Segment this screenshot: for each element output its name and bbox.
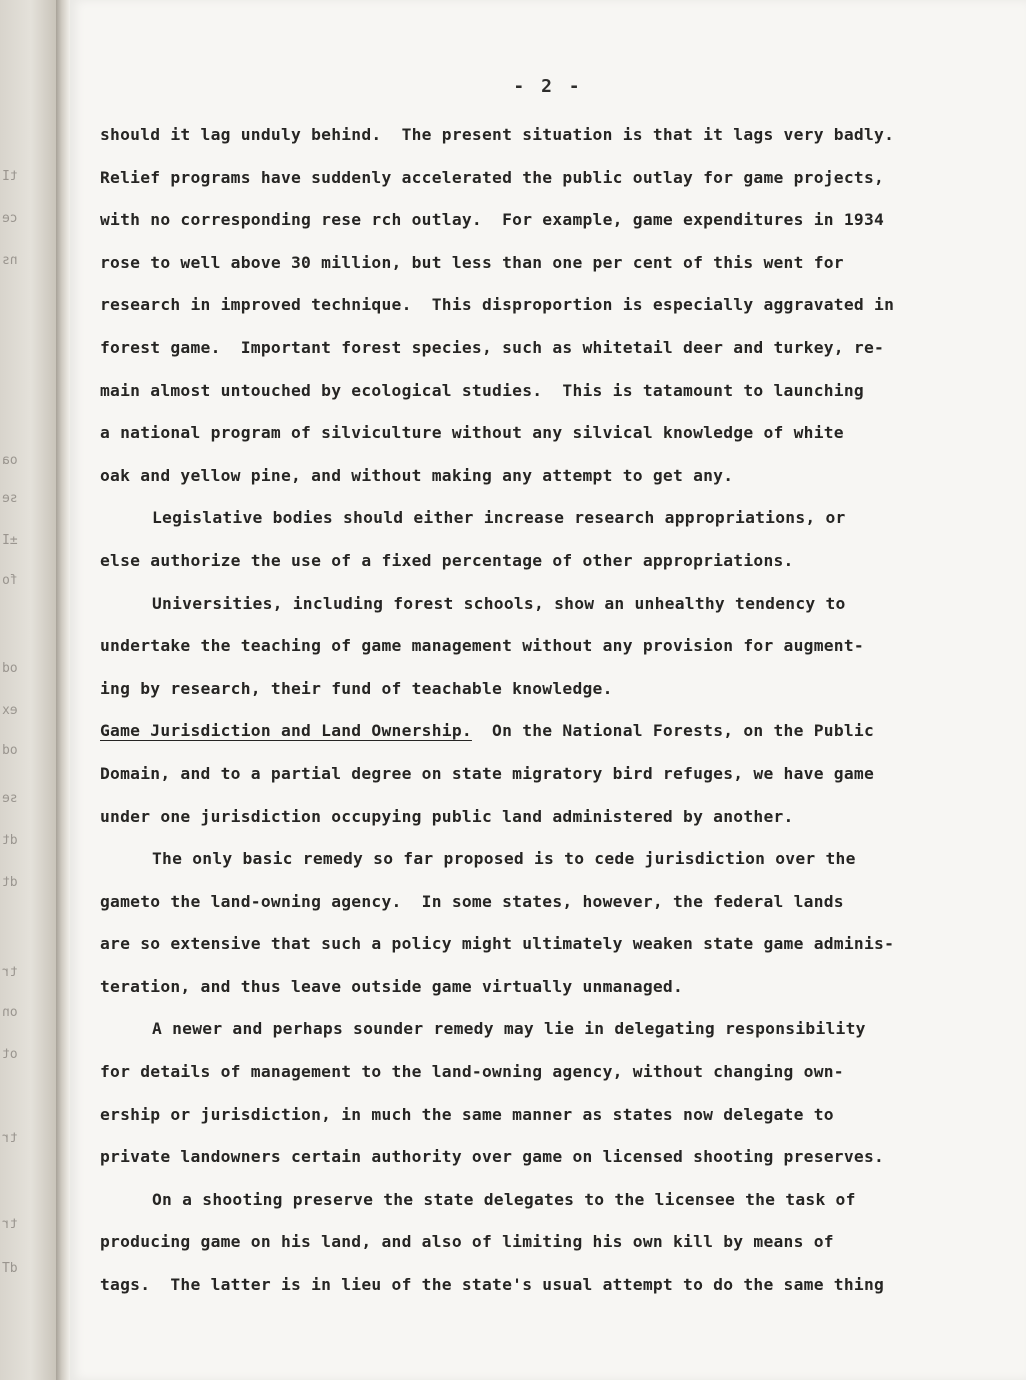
bleed-through-mark: fo [2,574,18,588]
paragraph [100,838,980,1008]
previous-page-edge [0,0,56,1380]
text-line: private landowners certain authority over game on licensed shooting preserves. [100,1147,885,1167]
text-line: ership or jurisdiction, in much the same manner as states now delegate to [100,1104,834,1124]
text-line: oak and yellow pine, and without making any attempt to get any. [100,465,734,485]
text-line: research in improved technique. This disproportion is especially aggravated in [100,295,895,315]
text-line: main almost untouched by ecological studies. This is tatamount to launching [100,380,864,400]
bleed-through-mark: oa [2,454,18,468]
bleed-through-mark: tr [2,1218,18,1232]
text-line: with no corresponding rese rch outlay. For example, game expenditures in 1934 [100,210,885,230]
text-line: Domain, and to a partial degree on state migratory bird refuges, we have game [100,763,875,783]
book-gutter [56,0,70,1380]
text-line: teration, and thus leave outside game virtually unmanaged. [100,976,684,996]
bleed-through-mark: ns [2,254,18,268]
text-line: should it lag unduly behind. The present situation is that it lags very badly. [100,125,895,144]
text-line: Legislative bodies should either increase research appropriations, or [152,508,846,528]
text-line: undertake the teaching of game management without any provision for augment- [100,636,864,656]
text-line: The only basic remedy so far proposed is to cede jurisdiction over the [152,849,856,869]
bleed-through-mark: od [2,662,18,676]
bleed-through-mark: ±I [2,534,18,548]
page-number: - 2 - [513,76,583,97]
text-line: forest game. Important forest species, such as whitetail deer and turkey, re- [100,337,885,357]
bleed-through-mark: ce [2,212,18,226]
section-heading: Game Jurisdiction and Land Ownership. [100,721,472,741]
bleed-through-mark: dt [2,876,18,890]
text-line: gameto the land-owning agency. In some states, however, the federal lands [100,891,844,911]
text-line: for details of management to the land-owning agency, without changing own- [100,1062,844,1082]
text-line: are so extensive that such a policy might ultimately weaken state game adminis- [100,934,895,954]
bleed-through-mark: se [2,492,18,506]
bleed-through-mark: ot [2,1048,18,1062]
bleed-through-mark: dT [2,1262,18,1276]
text-line: ing by research, their fund of teachable knowledge. [100,678,613,698]
bleed-through-mark: od [2,744,18,758]
text-line: else authorize the use of a fixed percentage of other appropriations. [100,550,794,570]
text-line: tags. The latter is in lieu of the state's usual attempt to do the same thing [100,1275,885,1295]
bleed-through-mark: ex [2,704,18,718]
paragraph [100,583,980,711]
bleed-through-mark: tI [2,170,18,184]
text-line [100,710,980,753]
text-line: under one jurisdiction occupying public land administered by another. [100,806,794,826]
paragraph [100,497,980,582]
heading-line-text: On the National Forests, on the Public [471,721,875,741]
text-line: Universities, including forest schools, show an unhealthy tendency to [152,593,846,613]
bleed-through-mark: on [2,1006,18,1020]
paragraph [100,1008,980,1178]
paragraph [100,114,980,497]
typed-page [70,0,1026,1380]
text-line: rose to well above 30 million, but less than one per cent of this went for [100,252,844,272]
text-line: producing game on his land, and also of limiting his own kill by means of [100,1232,834,1252]
section-heading-paragraph [100,710,980,838]
page-body [100,114,980,1307]
text-line: On a shooting preserve the state delegates to the licensee the task of [152,1189,856,1209]
bleed-through-mark: tr [2,1132,18,1146]
bleed-through-mark: dt [2,834,18,848]
text-line: A newer and perhaps sounder remedy may lie in delegating responsibility [152,1019,866,1039]
text-line: Relief programs have suddenly accelerated the public outlay for game projects, [100,167,885,187]
bleed-through-mark: se [2,792,18,806]
text-line: a national program of silviculture without any silvical knowledge of white [100,423,844,443]
bleed-through-mark: tr [2,966,18,980]
paragraph [100,1179,980,1307]
